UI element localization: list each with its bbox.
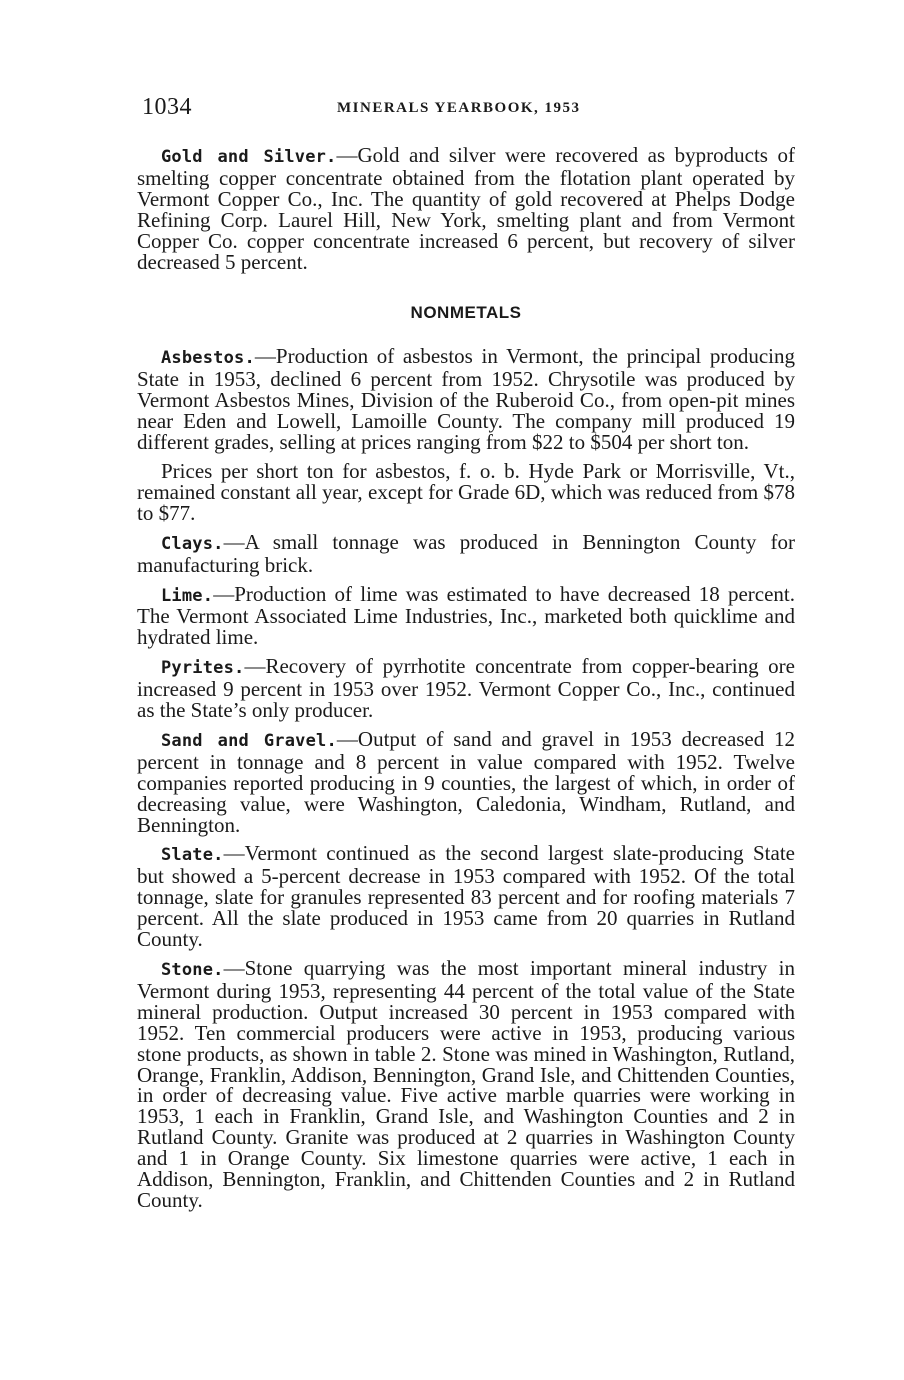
paragraph-lead: Asbestos. <box>161 348 255 369</box>
paragraph-slate <box>137 843 795 950</box>
paragraph-lead: Slate. <box>161 845 224 866</box>
paragraph-stone <box>137 958 795 1211</box>
paragraph-asbestos <box>137 346 795 453</box>
paragraph-text: Prices per short ton for asbestos, f. o. b. Hyde Park or Morrisville, Vt., remained constant all year, except for Grade 6D, which was reduced from $78 to $77. <box>137 458 795 525</box>
paragraph-text: —Stone quarrying was the most important mineral industry in Vermont during 1953, representing 44 percent of the total value of the State mineral production. Output increased 30 percent in 1953 compared with 1952. Ten commercial producers were active in 1953, producing various stone products, as shown in table 2. Stone was mined in Washington, Rutland, Orange, Franklin, Addison, Bennington, Grand Isle, and Chittenden Counties, in order of decreasing value. Five active marble quarries were working in 1953, 1 each in Franklin, Grand Isle, and Washington Counties and 2 in Rutland County. Granite was produced at 2 quarries in Washington County and 1 in Orange County. Six limestone quarries were active, 1 each in Addison, Bennington, Franklin, and Chittenden Counties and 2 in Rutland County. <box>137 956 795 1212</box>
paragraph-lead: Lime. <box>161 585 214 606</box>
paragraph-pyrites <box>137 656 795 721</box>
paragraph-lead: Stone. <box>161 960 224 980</box>
section-heading-nonmetals: NONMETALS <box>410 303 522 323</box>
paragraph-text: —Production of lime was estimated to have decreased 18 percent. The Vermont Associated Lime Industries, Inc., marketed both quicklime and hydrated lime. <box>137 581 795 650</box>
paragraph-text: —Production of asbestos in Vermont, the principal producing State in 1953, declined 6 percent from 1952. Chrysotile was produced by Vermont Asbestos Mines, Division of the Ruberoid Co., from open-pit mines near Eden and Lowell, Lamoille County. The company mill produced 19 different grades, selling at prices ranging from $22 to $504 per short ton. <box>137 344 795 455</box>
paragraph-text: —Recovery of pyrrhotite concentrate from copper-bearing ore increased 9 percent in 1953 over 1952. Vermont Copper Co., Inc., continued as the State’s only producer. <box>137 654 795 723</box>
paragraph-lead: Clays. <box>161 533 224 554</box>
paragraph-lead: Sand and Gravel. <box>161 730 337 751</box>
paragraph-clays <box>137 529 795 577</box>
paragraph-text: —A small tonnage was produced in Bennington County for manufacturing brick. <box>137 529 795 577</box>
paragraph-text: —Output of sand and gravel in 1953 decreased 12 percent in tonnage and 8 percent in value compared with 1952. Twelve companies reported producing in 9 counties, the largest of which, in order of decreasing value, were Washington, Caledonia, Windham, Rutland, and Bennington. <box>137 726 795 837</box>
paragraph-sand-gravel <box>137 726 795 837</box>
paragraph-lead: Pyrites. <box>161 658 245 679</box>
paragraph-text: —Gold and silver were recovered as byproducts of smelting copper concentrate obtained from the flotation plant operated by Vermont Copper Co., Inc. The quantity of gold recovered at Phelps Dodge Refining Corp. Laurel Hill, New York, smelting plant and from Vermont Copper Co. copper concentrate increased 6 percent, but recovery of silver decreased 5 percent. <box>137 143 795 274</box>
paragraph-lead: Gold and Silver. <box>161 147 337 167</box>
paragraph-text: —Vermont continued as the second largest slate-producing State but showed a 5-percent decrease in 1953 compared with 1952. Of the total tonnage, slate for granules represented 83 percent and for roofing materials 7 percent. All the slate produced in 1953 came from 20 quarries in Rutland County. <box>137 841 795 952</box>
page-number: 1034 <box>142 94 192 120</box>
running-head <box>142 92 802 126</box>
paragraph-lime <box>137 581 795 650</box>
paragraph-asbestos-prices <box>137 458 795 525</box>
running-title: MINERALS YEARBOOK, 1953 <box>337 100 581 116</box>
paragraph-gold-silver <box>137 145 795 272</box>
body-text <box>137 145 795 1211</box>
